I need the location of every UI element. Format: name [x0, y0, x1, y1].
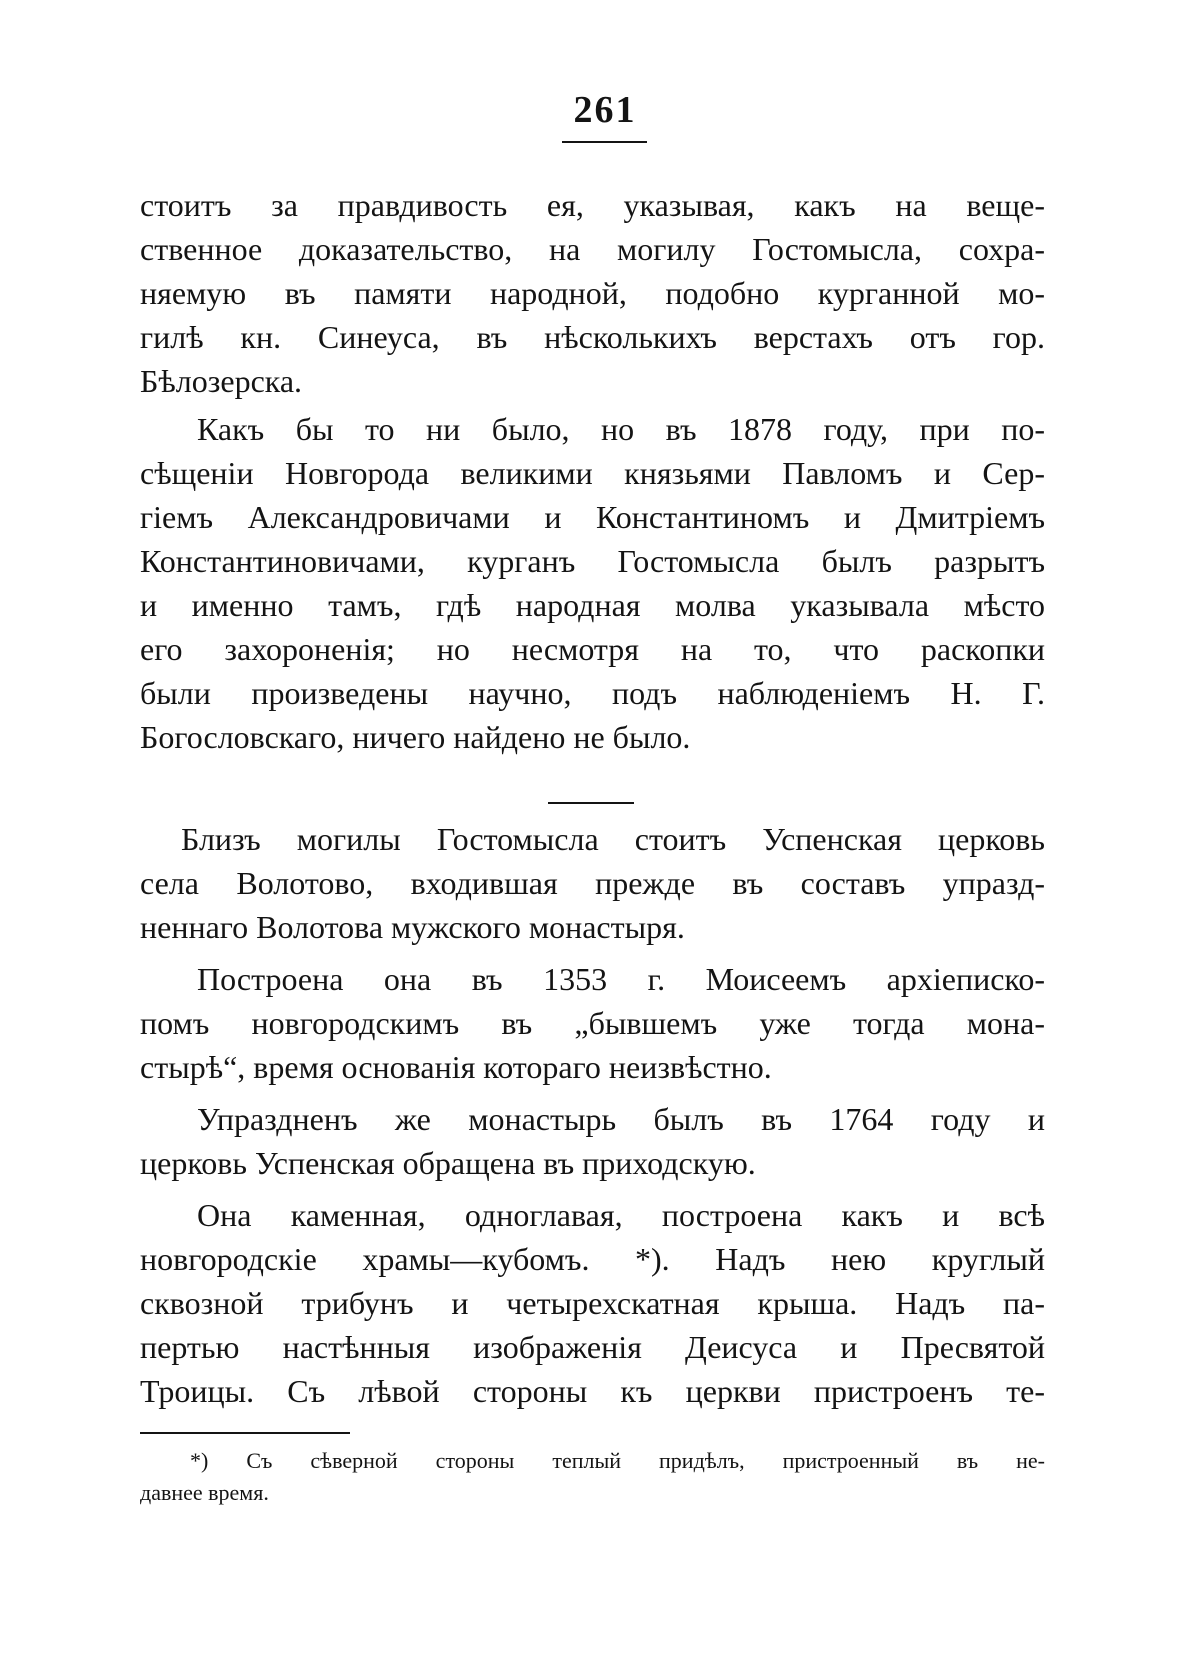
- text-line: ственное доказательство, на могилу Гостомысла, сохра-: [140, 231, 1045, 267]
- text-line: Константиновичами, курганъ Гостомысла былъ разрытъ: [140, 543, 1045, 579]
- page-number: 261: [573, 89, 637, 131]
- text-line: Троицы. Съ лѣвой стороны къ церкви пристроенъ те-: [140, 1373, 1045, 1409]
- footnote-line: *) Съ сѣверной стороны теплый придѣлъ, пристроенный въ не-: [190, 1448, 1045, 1473]
- text-line: были произведены научно, подъ наблюденiемъ Н. Г.: [140, 675, 1045, 711]
- footnote-divider: [140, 1432, 350, 1434]
- page-number-underline: [562, 141, 647, 143]
- text-line: Построена она въ 1353 г. Моисеемъ архiеписко-: [197, 961, 1045, 997]
- section-divider: [548, 802, 634, 804]
- text-line: Богословскаго, ничего найдено не было.: [140, 719, 691, 755]
- text-line: его захороненiя; но несмотря на то, что раскопки: [140, 631, 1045, 667]
- text-line: Упраздненъ же монастырь былъ въ 1764 году и: [197, 1101, 1045, 1137]
- text-line: гiемъ Александровичами и Константиномъ и Дмитрiемъ: [140, 499, 1045, 535]
- text-line: села Волотово, входившая прежде въ составъ упразд-: [140, 865, 1045, 901]
- text-line: Бѣлозерска.: [140, 363, 303, 399]
- text-line: гилѣ кн. Синеуса, въ нѣсколькихъ верстахъ отъ гор.: [140, 319, 1045, 355]
- text-line: церковь Успенская обращена въ приходскую.: [140, 1145, 756, 1181]
- text-line: неннаго Волотова мужского монастыря.: [140, 909, 685, 945]
- text-line: сквозной трибунъ и четырехскатная крыша. Надъ па-: [140, 1285, 1045, 1321]
- text-line: стоитъ за правдивость ея, указывая, какъ на веще-: [140, 187, 1045, 223]
- text-line: стырѣ“, время основанiя котораго неизвѣстно.: [140, 1049, 772, 1085]
- text-line: Близъ могилы Гостомысла стоитъ Успенская церковь: [181, 821, 1045, 857]
- footnote-line: давнее время.: [140, 1480, 269, 1505]
- text-line: Она каменная, одноглавая, построена какъ и всѣ: [197, 1197, 1045, 1233]
- text-line: сѣщенiи Новгорода великими князьями Павломъ и Сер-: [140, 455, 1045, 491]
- text-line: пертью настѣнныя изображенiя Деисуса и Пресвятой: [140, 1329, 1045, 1365]
- text-line: новгородскiе храмы—кубомъ. *). Надъ нею круглый: [140, 1241, 1045, 1277]
- text-line: няемую въ памяти народной, подобно курганной мо-: [140, 275, 1045, 311]
- text-line: Какъ бы то ни было, но въ 1878 году, при по-: [197, 411, 1045, 447]
- text-line: помъ новгородскимъ въ „бывшемъ уже тогда мона-: [140, 1005, 1045, 1041]
- text-line: и именно тамъ, гдѣ народная молва указывала мѣсто: [140, 587, 1045, 623]
